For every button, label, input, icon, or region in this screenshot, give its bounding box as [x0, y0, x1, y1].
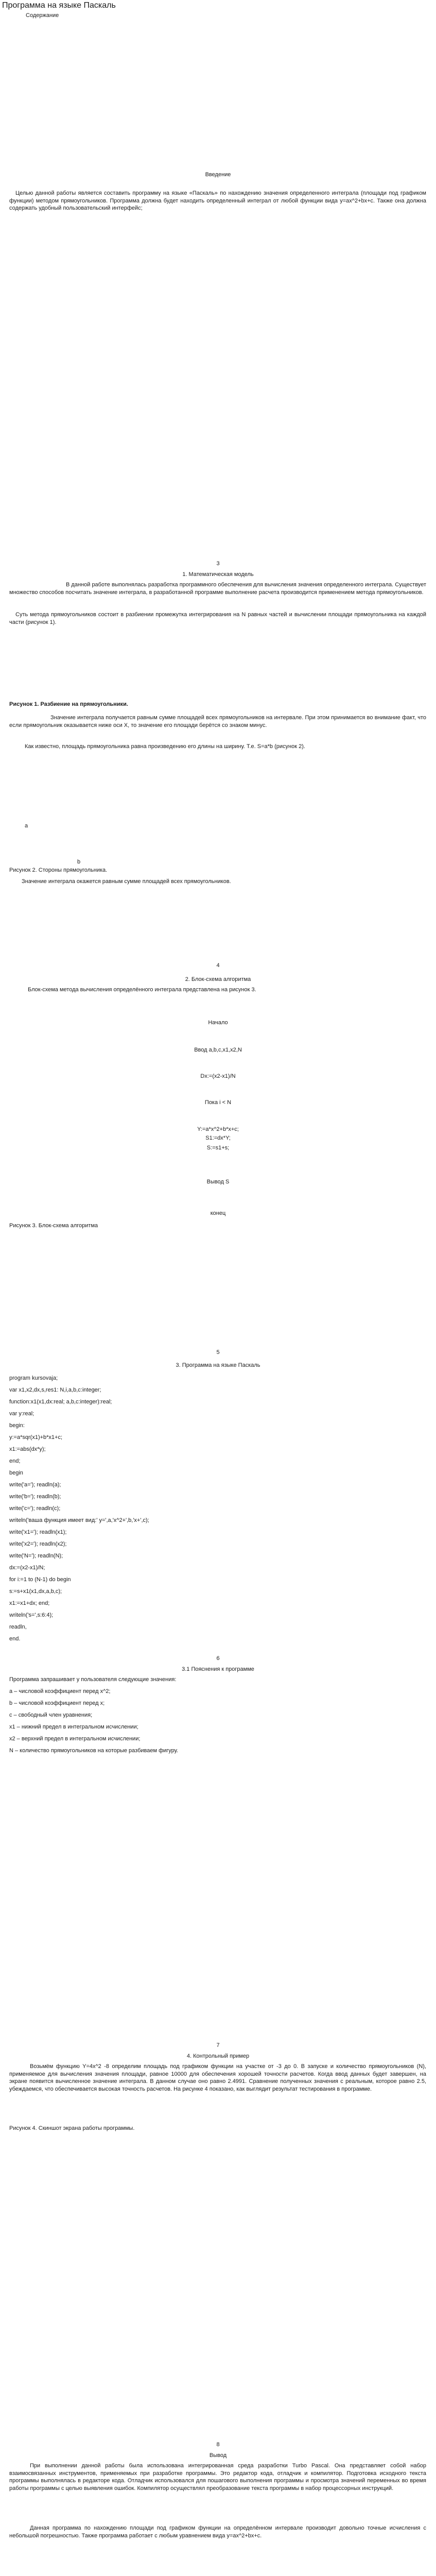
code-line: write('a='); readln(a); — [9, 1482, 61, 1488]
code-line: write('x1='); readln(x1); — [9, 1529, 67, 1535]
intro-text: Целью данной работы является составить программу на языке «Паскаль» по нахождению значения определенного интеграла (площади под графиком функции) методом прямоугольников. Программа должна будет находить определенный интеграл от любой функции вида y=ax^2+bx+c. Также она должна содержать удобный пользовательский интерфейс; — [9, 190, 426, 211]
flowchart-step: Dx:=(x2-x1)/N — [200, 1073, 236, 1079]
code-line: end; — [9, 1458, 21, 1464]
paragraph: В данной работе выполнялась разработка программного обеспечения для вычисления значения определенного интеграла. Существует множество способов посчитать значение интеграла, в разработанной программе выполнение расчета производится применением метода прямоугольников. — [9, 582, 426, 596]
code-line: s:=s+x1(x1,dx,a,b,c); — [9, 1588, 62, 1595]
variables-list — [9, 1686, 426, 1757]
page-number: 8 — [216, 2442, 220, 2448]
code-line: write('N='); readln(N); — [9, 1553, 63, 1559]
page-number: 6 — [216, 1655, 220, 1662]
code-line: end. — [9, 1636, 21, 1642]
code-line: x1:=abs(dx*y); — [9, 1446, 46, 1452]
list-item: c – свободный член уравнения; — [9, 1712, 93, 1718]
paragraph: Значение интеграла получается равным сумме площадей всех прямоугольников на интервале. При этом принимается во внимание факт, что если прямоугольник оказывается ниже оси Х, то значение его площади берётся со знаком минус. — [9, 715, 426, 728]
section-heading: 1. Математическая модель — [182, 571, 254, 578]
page-number: 5 — [216, 1349, 220, 1355]
code-line: write('c='); readln(c); — [9, 1505, 61, 1512]
paragraph: Значение интеграла окажется равным сумме площадей всех прямоугольников. — [22, 878, 231, 885]
code-line: program kursovaja; — [9, 1375, 58, 1381]
paragraph: Программа запрашивает у пользователя следующие значения: — [9, 1676, 177, 1683]
figure-caption: Рисунок 1. Разбиение на прямоугольники. — [9, 701, 128, 707]
code-line: readln, — [9, 1624, 27, 1630]
flowchart-loop: Пока i < N — [204, 1099, 232, 1106]
code-line: write('b='); readln(b); — [9, 1494, 61, 1500]
page-number: 3 — [216, 561, 220, 567]
code-line: writeln('s=',s:6:4); — [9, 1612, 54, 1618]
flowchart-step: S1:=dx*Y; — [205, 1135, 231, 1141]
code-line: dx:=(x2-x1)/N; — [9, 1565, 45, 1571]
code-line: begin — [9, 1470, 23, 1476]
code-line: var x1,x2,dx,s,res1: N,i,a,b,c:integer; — [9, 1387, 101, 1393]
figure-label-b: b — [77, 859, 81, 865]
page-number: 4 — [216, 962, 220, 969]
document-title: Программа на языке Паскаль — [2, 1, 116, 10]
code-line: var y:real; — [9, 1411, 34, 1417]
section-heading: 3.1 Пояснения к программе — [182, 1666, 254, 1672]
code-listing — [9, 1372, 426, 1645]
code-line: x1:=x1+dx; end; — [9, 1600, 50, 1606]
flowchart-step: S:=s1+s; — [206, 1145, 230, 1151]
code-line: function:x1(x1,dx:real; a,b,c:integer):real; — [9, 1399, 112, 1405]
figure-caption: Рисунок 4. Скиншот экрана работы программы. — [9, 2125, 135, 2131]
list-item: a – числовой коэффициент перед x^2; — [9, 1688, 111, 1694]
flowchart-input: Ввод a,b,c,x1,x2,N — [194, 1047, 242, 1053]
paragraph: Данная программа по нахождению площади под графиком функции на определённом интервале производит довольно точные исчисления с небольшой погрешностью. Также программа работает с любым уравнением вида y=ax^2+bx+c. — [9, 2525, 426, 2539]
paragraph: Как известно, площадь прямоугольника равна произведению его длины на ширину. Т.е. S=a*b (рисунок 2). — [25, 743, 305, 750]
paragraph: При выполнении данной работы была использована интегрированная среда разработки Turbo Pascal. Она представляет собой набор взаимосвязанных инструментов, применяемых при разработке программы. Это редактор кода, отладчик и компилятор. Подготовка исходного текста программы выполнялась в редакторе кода. Отладчик использовался для пошагового выполнения программы и просмотра значений переменных во время работы программы с целью выявления ошибок. Компилятор осуществлял преобразование текста программы в набор процессорных инструкций. — [9, 2463, 426, 2492]
list-item: x1 – нижний предел в интегральном исчислении; — [9, 1724, 138, 1730]
figure-caption: Рисунок 2. Стороны прямоугольника. — [9, 867, 108, 873]
paragraph: Блок-схема метода вычисления определённого интеграла представлена на рисунок 3. — [28, 987, 256, 993]
section-heading: 2. Блок-схема алгоритма — [185, 976, 251, 982]
toc-heading: Содержание — [26, 12, 59, 19]
code-line: for i:=1 to (N-1) do begin — [9, 1577, 71, 1583]
section-heading: Вывод — [209, 2452, 227, 2459]
paragraph: Суть метода прямоугольников состоит в разбиении промежутка интегрирования на N равных частей и вычислении площади прямоугольника на каждой части (рисунок 1). — [9, 612, 426, 625]
figure-label-a: a — [25, 823, 28, 829]
list-item: N – количество прямоугольников на которые разбиваем фигуру. — [9, 1748, 179, 1754]
section-heading: 4. Контрольный пример — [186, 2053, 250, 2059]
code-line: write('x2='); readln(x2); — [9, 1541, 67, 1547]
list-item: b – числовой коэффициент перед x; — [9, 1700, 105, 1706]
flowchart-end: конец — [210, 1210, 226, 1216]
page-number: 7 — [216, 2042, 220, 2048]
paragraph: Возьмём функцию Y=4x^2 -8 определим площадь под графиком функции на участке от -3 до 0. В запуске и количество прямоугольников (N), применяемое для вычисления значения площади, равное 10000 для обеспечения хорошей точности расчетов. Когда ввод данных будет завершен, на экране появится вычисленное значение интеграла. В данном случае оно равно 2.4991. Сравнение полученных значения с реальным, которое равно 2.5, убеждаемся, что обеспечивается высокая точность расчетов. На рисунке 4 показано, как выглядит результат тестирования в программе. — [9, 2063, 426, 2092]
code-line: writeln('ваша функция имеет вид:' y=',a,'x^2+',b,'x+',c); — [9, 1517, 149, 1523]
flowchart-output: Вывод S — [206, 1179, 230, 1185]
code-line: y:=a*sqr(x1)+b*x1+c; — [9, 1434, 63, 1440]
code-line: begin: — [9, 1422, 25, 1429]
intro-heading: Введение — [205, 172, 231, 178]
figure-caption: Рисунок 3. Блок-схема алгоритма — [9, 1223, 98, 1229]
section-heading: 3. Программа на языке Паскаль — [176, 1362, 260, 1368]
flowchart-start: Начало — [208, 1020, 228, 1026]
flowchart-step: Y:=a*x^2+b*x+c; — [197, 1126, 239, 1132]
list-item: x2 – верхний предел в интегральном исчислении; — [9, 1736, 141, 1742]
